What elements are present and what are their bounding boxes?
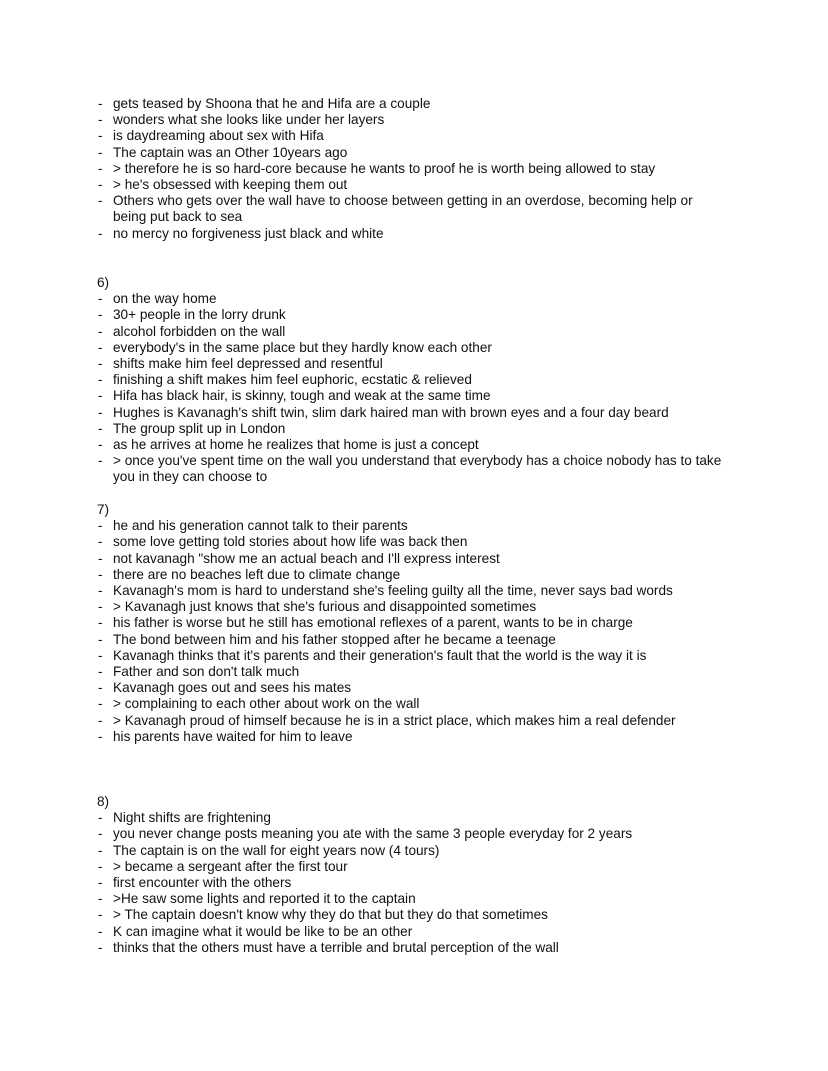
- bullet-list: [97, 810, 737, 956]
- list-item: - > Kavanagh just knows that she's furious and disappointed sometimes: [97, 599, 737, 615]
- section-heading: 6): [97, 275, 110, 290]
- section-heading: 8): [97, 794, 110, 809]
- list-item: - first encounter with the others: [97, 875, 737, 891]
- list-item: - > became a sergeant after the first tour: [97, 859, 737, 875]
- list-item: - The group split up in London: [97, 421, 737, 437]
- list-item: - Kavanagh thinks that it's parents and their generation's fault that the world is the way it is: [97, 648, 737, 664]
- notes-section-continued: [97, 96, 737, 242]
- list-item: - not kavanagh "show me an actual beach and I'll express interest: [97, 551, 737, 567]
- bullet-list: [97, 96, 737, 242]
- list-item: - > complaining to each other about work on the wall: [97, 696, 737, 712]
- list-item: - > The captain doesn't know why they do that but they do that sometimes: [97, 907, 737, 923]
- list-item: - everybody's in the same place but they hardly know each other: [97, 340, 737, 356]
- list-item: - Hifa has black hair, is skinny, tough and weak at the same time: [97, 388, 737, 404]
- list-item: - he and his generation cannot talk to their parents: [97, 518, 737, 534]
- list-item: - you never change posts meaning you ate with the same 3 people everyday for 2 years: [97, 826, 737, 842]
- list-item: - Night shifts are frightening: [97, 810, 737, 826]
- list-item: - > once you've spent time on the wall you understand that everybody has a choice nobody has to take you in they can choose to: [97, 453, 723, 485]
- list-item: - Hughes is Kavanagh's shift twin, slim dark haired man with brown eyes and a four day beard: [97, 405, 737, 421]
- list-item: - Father and son don't talk much: [97, 664, 737, 680]
- list-item: - on the way home: [97, 291, 737, 307]
- list-item: - > he's obsessed with keeping them out: [97, 177, 737, 193]
- list-item: - his parents have waited for him to leave: [97, 729, 737, 745]
- list-item: - thinks that the others must have a terrible and brutal perception of the wall: [97, 940, 737, 956]
- list-item: - finishing a shift makes him feel euphoric, ecstatic & relieved: [97, 372, 737, 388]
- list-item: - wonders what she looks like under her layers: [97, 112, 737, 128]
- list-item: - K can imagine what it would be like to be an other: [97, 924, 737, 940]
- list-item: - The captain was an Other 10years ago: [97, 145, 737, 161]
- list-item: - Kavanagh's mom is hard to understand she's feeling guilty all the time, never says bad words: [97, 583, 713, 599]
- bullet-list: [97, 518, 737, 745]
- list-item: - Kavanagh goes out and sees his mates: [97, 680, 737, 696]
- notes-section-7: [97, 502, 737, 745]
- list-item: - some love getting told stories about how life was back then: [97, 534, 737, 550]
- list-item: - alcohol forbidden on the wall: [97, 324, 737, 340]
- list-item: - The captain is on the wall for eight years now (4 tours): [97, 843, 737, 859]
- list-item: - Others who gets over the wall have to choose between getting in an overdose, becoming help or being put back to sea: [97, 193, 713, 225]
- list-item: - 30+ people in the lorry drunk: [97, 307, 737, 323]
- list-item: - shifts make him feel depressed and resentful: [97, 356, 737, 372]
- section-heading: 7): [97, 502, 110, 517]
- notes-section-6: [97, 275, 737, 486]
- list-item: - no mercy no forgiveness just black and white: [97, 226, 737, 242]
- list-item: - > Kavanagh proud of himself because he is in a strict place, which makes him a real defender: [97, 713, 693, 729]
- list-item: - there are no beaches left due to climate change: [97, 567, 737, 583]
- list-item: - is daydreaming about sex with Hifa: [97, 128, 737, 144]
- list-item: - his father is worse but he still has emotional reflexes of a parent, wants to be in charge: [97, 615, 737, 631]
- notes-section-8: [97, 794, 737, 956]
- list-item: - as he arrives at home he realizes that home is just a concept: [97, 437, 737, 453]
- list-item: - The bond between him and his father stopped after he became a teenage: [97, 632, 737, 648]
- list-item: - gets teased by Shoona that he and Hifa are a couple: [97, 96, 737, 112]
- list-item: - > therefore he is so hard-core because he wants to proof he is worth being allowed to stay: [97, 161, 737, 177]
- list-item: - >He saw some lights and reported it to the captain: [97, 891, 737, 907]
- bullet-list: [97, 291, 737, 485]
